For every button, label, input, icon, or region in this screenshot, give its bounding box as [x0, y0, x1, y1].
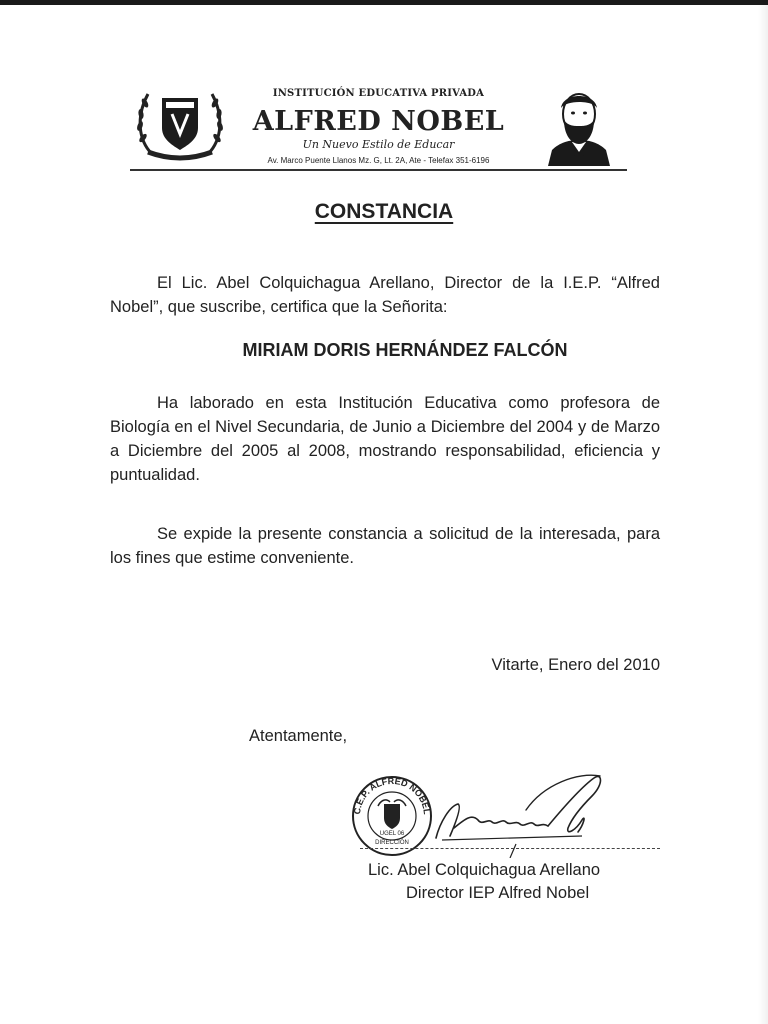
subject-name: MIRIAM DORIS HERNÁNDEZ FALCÓN	[242, 340, 568, 360]
document-title: CONSTANCIA	[314, 200, 454, 223]
institution-motto: Un Nuevo Estilo de Educar	[302, 138, 455, 151]
letterhead-rule	[130, 169, 627, 171]
seal-text: C.E.P. ALFRED NOBEL	[351, 775, 433, 815]
handwritten-signature	[432, 766, 610, 858]
seal-inner-top: UGEL 06	[379, 831, 405, 837]
institution-seal-stamp	[350, 774, 434, 858]
signature-line	[360, 848, 660, 849]
institution-name: ALFRED NOBEL	[252, 106, 505, 137]
institution-address: Av. Marco Puente Llanos Mz. G, Lt. 2A, Ate - Telefax 351-6196	[267, 156, 490, 165]
institution-type: INSTITUCIÓN EDUCATIVA PRIVADA	[272, 88, 485, 99]
intro-text: El Lic. Abel Colquichagua Arellano, Director de la I.E.P. “Alfred Nobel”, que suscribe, certifica que la Señorita:	[110, 274, 660, 316]
scan-page-edge	[758, 0, 768, 1024]
seal-inner-bottom: DIRECCIÓN	[375, 840, 409, 846]
scan-top-band	[0, 0, 768, 5]
intro-paragraph	[110, 271, 660, 319]
signatory-title: Director IEP Alfred Nobel	[406, 884, 590, 902]
signatory-name: Lic. Abel Colquichagua Arellano	[368, 861, 601, 879]
letterhead	[130, 80, 627, 172]
alfred-nobel-portrait-icon	[546, 84, 612, 166]
closing: Atentamente,	[249, 727, 348, 745]
employment-text: Ha laborado en esta Institución Educativa como profesora de Biología en el Nivel Secundaria, de Junio a Diciembre del 2004 y de Marzo a Diciembre del 2005 al 2008, mostrando responsabilidad, eficiencia y puntualidad.	[110, 394, 660, 484]
purpose-text: Se expide la presente constancia a solicitud de la interesada, para los fines que estime conveniente.	[110, 525, 660, 567]
employment-paragraph	[110, 391, 660, 487]
purpose-paragraph	[110, 522, 660, 570]
place-date: Vitarte, Enero del 2010	[491, 656, 660, 674]
